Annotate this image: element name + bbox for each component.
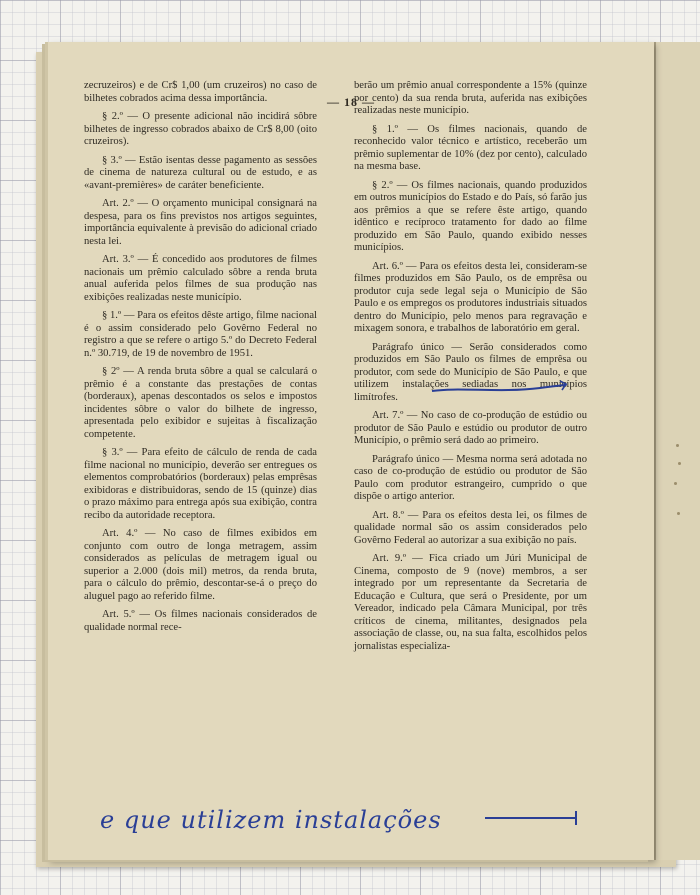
paragraph: Art. 2.º — O orçamento municipal consignará na despesa, para os fins previstos nos artigos seguintes, importância equivalente à previsão do adicional criado nesta lei. [84, 198, 317, 247]
paragraph: berão um prêmio anual correspondente a 15% (quinze por cento) da sua renda bruta, auferida nas exibições realizadas neste município. [354, 80, 587, 116]
handwritten-annotation: e que utilizem instalações [100, 806, 442, 834]
paragraph: Parágrafo único — Serão considerados como produzidos em São Paulo os filmes de emprêsa ou produtor, com sede do Município de São Paulo, e que utilizem instalações sediadas nos municípios limítrofes. [354, 341, 587, 403]
right-text-column [354, 80, 587, 659]
paragraph: Art. 5.º — Os filmes nacionais considerados de qualidade normal rece- [84, 609, 317, 633]
paragraph: Art. 6.º — Para os efeitos desta lei, consideram-se filmes produzidos em São Paulo, os de emprêsa ou produtor cuja sede legal seja o Município de São Paulo e os empregos os produtores industriais situados dentro do Município, pelo menos para regravação e mixagem sonora, e trabalhos de laboratório em geral. [354, 260, 587, 334]
left-text-column [84, 80, 317, 640]
pen-strikethrough [430, 380, 568, 398]
paragraph: § 1.º — Os filmes nacionais, quando de reconhecido valor técnico e artístico, receberão um prêmio suplementar de 10% (dez por cento), calculado na mesma base. [354, 123, 587, 172]
paragraph: § 2.º — O presente adicional não incidirá sôbre bilhetes de ingresso cobrados abaixo de Cr$ 8,00 (oito cruzeiros). [84, 111, 317, 147]
insertion-mark [485, 817, 577, 819]
paragraph: zecruzeiros) e de Cr$ 1,00 (um cruzeiros) no caso de bilhetes cobrados acima dessa importância. [84, 80, 317, 104]
adjacent-page-edge [654, 42, 700, 860]
paragraph: Art. 7.º — No caso de co-produção de estúdio ou produtor de São Paulo e estúdio ou produtor de outro Município, o prêmio será dado ao primeiro. [354, 410, 587, 446]
paragraph: § 3.º — Para efeito de cálculo de renda de cada filme nacional no município, deverão ser entregues os elementos comprobatórios (borderaux) pelas emprêsas exibidoras e distribuidoras, sendo de 15 (quinze) dias o prazo máximo para entrega após sua exibição, contra recibo da autoridade receptora. [84, 447, 317, 521]
paragraph: Art. 4.º — No caso de filmes exibidos em conjunto com outro de longa metragem, assim considerados as películas de metragem igual ou superior a 2.000 (dois mil) metros, da renda bruta, para o cálculo do prêmio, descontar-se-á o preço do aluguel pago ao referido filme. [84, 528, 317, 602]
paragraph: § 3.º — Estão isentas desse pagamento as sessões de cinema de natureza cultural ou de estudo, e as «avant-premières» de caráter beneficiente. [84, 154, 317, 191]
paragraph: Art. 8.º — Para os efeitos desta lei, os filmes de qualidade normal são os assim considerados pelo Govêrno Federal ao autorizar a sua exibição no país. [354, 509, 587, 546]
paragraph: Art. 9.º — Fica criado um Júri Municipal de Cinema, composto de 9 (nove) membros, a ser integrado por um representante da Secretaria de Educação e Cultura, que será o Presidente, por um Vereador, indicado pela Câmara Municipal, por três críticos de cinema, militantes, designados pela associação de classe, ou, na sua falta, escolhidos pelos jornalistas especializa- [354, 553, 587, 652]
paragraph: § 1.º — Para os efeitos dêste artigo, filme nacional é o assim considerado pelo Govêrno Federal no registro a que se refere o artigo 5.º do Decreto Federal n.º 30.719, de 19 de novembro de 1951. [84, 310, 317, 359]
paragraph: Art. 3.º — É concedido aos produtores de filmes nacionais um prêmio calculado sôbre a renda bruta anual auferida pelos filmes de sua produção nas exibições realizadas neste município. [84, 254, 317, 303]
paragraph: § 2.º — Os filmes nacionais, quando produzidos em outros municípios do Estado e do País, só farão jus aos prêmios a que se refere êste artigo, quando idêntico e recíproco tratamento for dado ao filme produzido em São Paulo, quando exibido nesses municípios. [354, 179, 587, 253]
page-number: — 18 — [327, 95, 375, 109]
paragraph: Parágrafo único — Mesma norma será adotada no caso de co-produção de estúdio ou produtor de São Paulo com produtor estrangeiro, cumprido o que dispõe o artigo anterior. [354, 453, 587, 502]
paragraph: § 2º — A renda bruta sôbre a qual se calculará o prêmio é a constante das prestações de contas (borderaux), apenas descontados os selos e impostos incidentes sôbre o valor do bilhete de ingresso, apresentada pelo exibidor e sujeitas à fiscalização competente. [84, 366, 317, 440]
